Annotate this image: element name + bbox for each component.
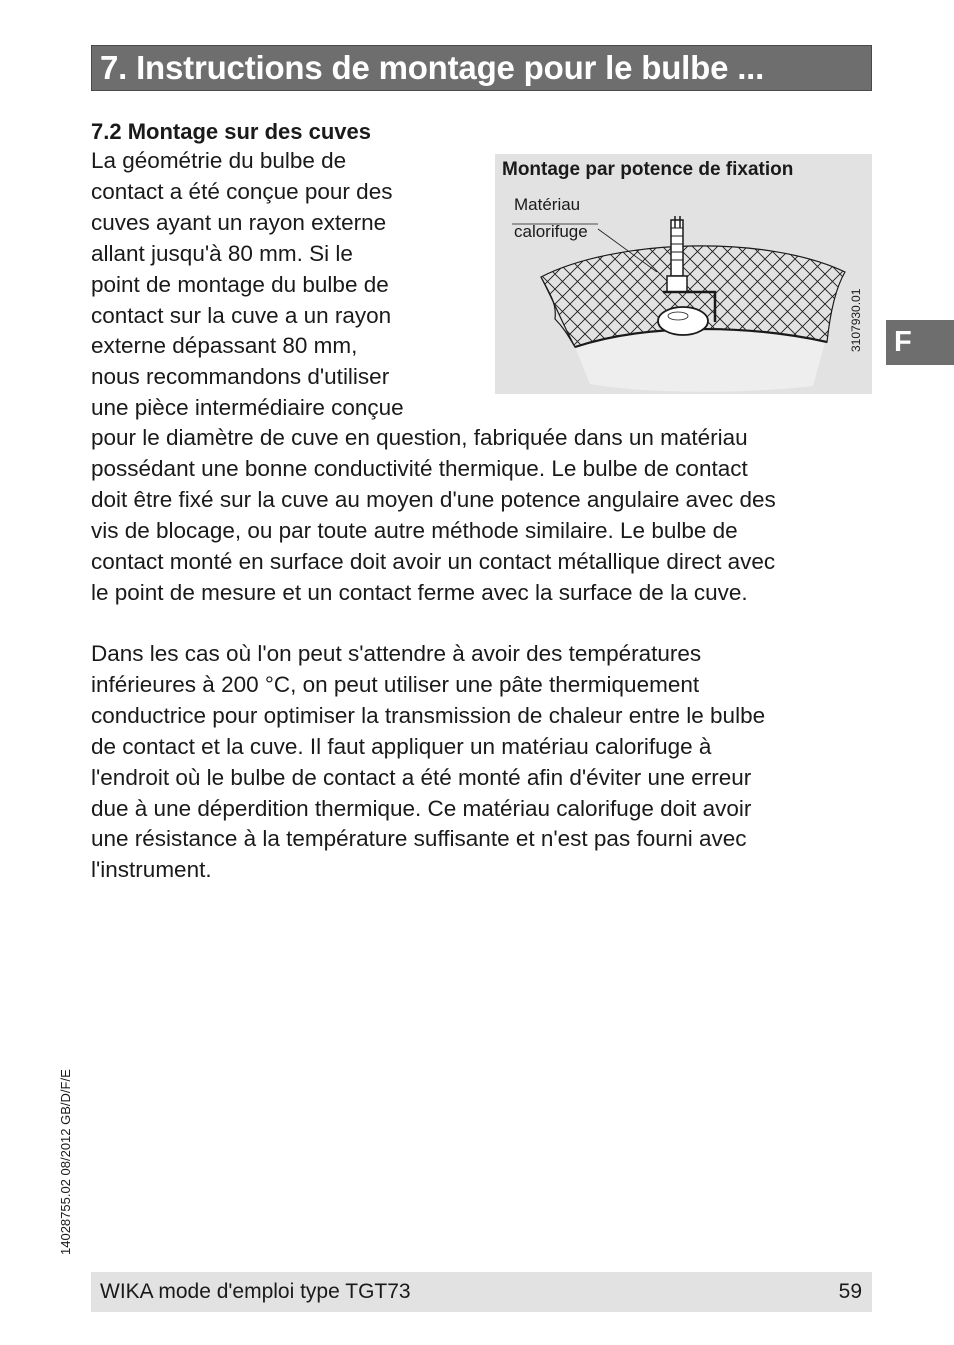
document-code: 14028755.02 08/2012 GB/D/F/E [58,1069,73,1255]
footer-title: WIKA mode d'emploi type TGT73 [100,1280,411,1303]
text-line: La géométrie du bulbe de [91,148,347,173]
text-line: allant jusqu'à 80 mm. Si le [91,240,353,266]
figure-label-line1: Matériau [514,195,581,214]
mounting-illustration [495,154,872,394]
text-line: de contact et la cuve. Il faut appliquer un matériau calorifuge à [91,733,712,759]
figure-title: Montage par potence de fixation [502,159,794,180]
text-line: cuves ayant un rayon externe [91,209,387,235]
text-line: l'instrument. [91,857,212,883]
page-footer [91,1272,872,1312]
text-line: possédant une bonne conductivité thermique. Le bulbe de contact [91,455,748,481]
text-line: contact monté en surface doit avoir un contact métallique direct avec [91,548,776,574]
text-line: pour le diamètre de cuve en question, fabriquée dans un matériau [91,425,748,450]
page-number: 59 [838,1280,862,1303]
figure-label-line2: calorifuge [514,222,588,241]
text-line: due à une déperdition thermique. Ce matériau calorifuge doit avoir [91,795,752,821]
section-heading: 7.2 Montage sur des cuves [91,119,371,144]
text-line: contact sur la cuve a un rayon [91,302,392,328]
text-line: contact a été conçue pour des [91,178,393,204]
text-line: doit être fixé sur la cuve au moyen d'une potence angulaire avec des [91,486,776,512]
text-line: l'endroit où le bulbe de contact a été monté afin d'éviter une erreur [91,764,752,790]
language-tab: F [886,320,954,365]
body-paragraph-2 [91,639,871,886]
text-line: vis de blocage, ou par toute autre méthode similaire. Le bulbe de [91,517,738,543]
text-line: conductrice pour optimiser la transmission de chaleur entre le bulbe [91,702,766,728]
text-line: le point de mesure et un contact ferme avec la surface de la cuve. [91,579,748,605]
section-title-bar [91,45,872,91]
text-line: point de montage du bulbe de [91,271,389,297]
text-line: nous recommandons d'utiliser [91,364,390,390]
text-line: inférieures à 200 °C, on peut utiliser une pâte thermiquement [91,671,700,697]
page-title: 7. Instructions de montage pour le bulbe ... [100,49,765,86]
text-line: externe dépassant 80 mm, [91,333,358,359]
text-line: une résistance à la température suffisante et n'est pas fourni avec [91,826,747,852]
body-paragraph-1 [91,423,871,608]
intro-paragraph [91,146,451,424]
mounting-figure [495,154,872,394]
figure-reference: 3107930.01 [849,288,863,352]
text-line: une pièce intermédiaire conçue [91,395,404,421]
text-line: Dans les cas où l'on peut s'attendre à avoir des températures [91,641,702,666]
